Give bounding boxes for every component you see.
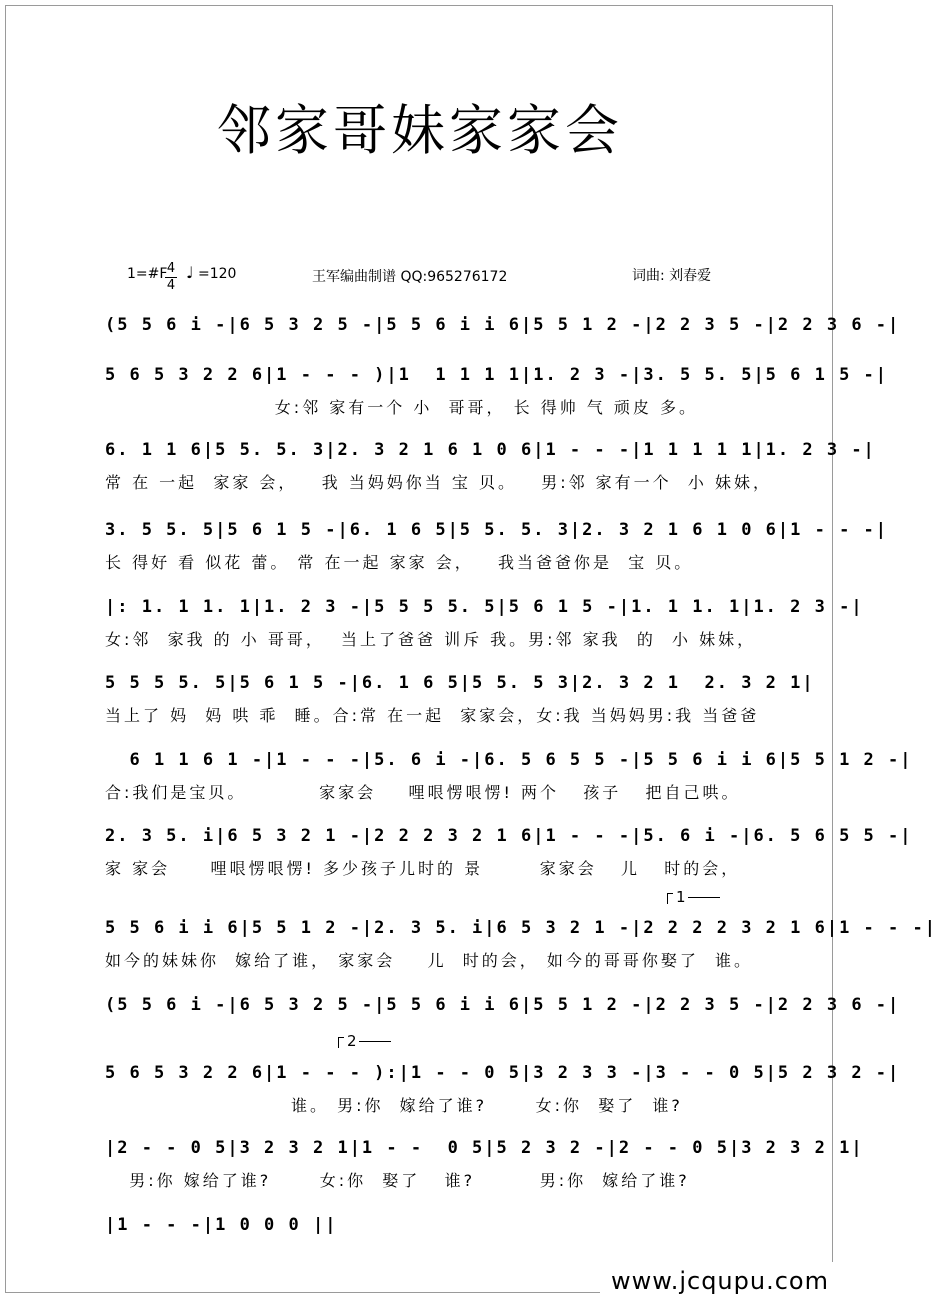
first-ending-mark: 1	[667, 888, 720, 906]
second-ending-mark: 2	[338, 1032, 391, 1050]
quarter-note-icon: ♩	[186, 263, 194, 282]
lyric-line-3: 常 在 一起 家家 会， 我 当妈妈你当 宝 贝。 男:邻 家有一个 小 妹妹，	[105, 473, 772, 492]
lyric-line-4: 长 得好 看 似花 蕾。 常 在一起 家家 会， 我当爸爸你是 宝 贝。	[105, 553, 694, 572]
score-line-10: (5 5 6 i -|6 5 3 2 5 -|5 5 6 i i 6|5 5 1 2 -|2 2 3 5 -|2 2 3 6 -|	[105, 995, 901, 1015]
arranger-info: 王军编曲制谱 QQ:965276172	[312, 269, 508, 285]
score-line-5: |: 1. 1 1. 1|1. 2 3 -|5 5 5 5. 5|5 6 1 5 -|1. 1 1. 1|1. 2 3 -|	[105, 597, 864, 617]
score-line-7: 6 1 1 6 1 -|1 - - -|5. 6 i -|6. 5 6 5 5 -|5 5 6 i i 6|5 5 1 2 -|	[105, 750, 913, 770]
time-signature-bottom: 4	[166, 278, 176, 293]
score-line-11: 5 6 5 3 2 2 6|1 - - - ):|1 - - 0 5|3 2 3 3 -|3 - - 0 5|5 2 3 2 -|	[105, 1063, 901, 1083]
score-line-4: 3. 5 5. 5|5 6 1 5 -|6. 1 6 5|5 5. 5. 3|2. 3 2 1 6 1 0 6|1 - - -|	[105, 520, 889, 540]
lyric-line-5: 女:邻 家我 的 小 哥哥， 当上了爸爸 训斥 我。男:邻 家我 的 小 妹妹，	[105, 630, 757, 649]
lyric-line-2: 女:邻 家有一个 小 哥哥， 长 得帅 气 顽皮 多。	[105, 398, 698, 417]
lyric-line-7: 合:我们是宝贝。 家家会 哩哏愣哏愣! 两个 孩子 把自己哄。	[105, 783, 741, 802]
lyric-line-6: 当上了 妈 妈 哄 乖 睡。合:常 在一起 家家会，女:我 当妈妈男:我 当爸爸	[105, 706, 760, 725]
lyric-line-9: 如今的妹妹你 嫁给了谁， 家家会 儿 时的会， 如今的哥哥你娶了 谁。	[105, 951, 754, 970]
lyric-line-11: 谁。 男:你 嫁给了谁? 女:你 娶了 谁?	[105, 1096, 683, 1115]
score-line-3: 6. 1 1 6|5 5. 5. 3|2. 3 2 1 6 1 0 6|1 - - -|1 1 1 1 1|1. 2 3 -|	[105, 440, 876, 460]
score-line-8: 2. 3 5. i|6 5 3 2 1 -|2 2 2 3 2 1 6|1 - - -|5. 6 i -|6. 5 6 5 5 -|	[105, 826, 913, 846]
tempo-marking: =120	[198, 266, 237, 282]
score-line-13: |1 - - -|1 0 0 0 ||	[105, 1215, 338, 1235]
score-line-1: (5 5 6 i -|6 5 3 2 5 -|5 5 6 i i 6|5 5 1 2 -|2 2 3 5 -|2 2 3 6 -|	[105, 315, 901, 335]
page-title: 邻家哥妹家家会	[217, 99, 623, 162]
score-line-12: |2 - - 0 5|3 2 3 2 1|1 - - 0 5|5 2 3 2 -|2 - - 0 5|3 2 3 2 1|	[105, 1138, 864, 1158]
score-line-9: 5 5 6 i i 6|5 5 1 2 -|2. 3 5. i|6 5 3 2 1 -|2 2 2 2 3 2 1 6|1 - - -|	[105, 918, 937, 938]
time-signature	[165, 262, 177, 293]
score-line-2: 5 6 5 3 2 2 6|1 - - - )|1 1 1 1 1|1. 2 3 -|3. 5 5. 5|5 6 1 5 -|	[105, 365, 889, 385]
key-signature: 1=#F	[127, 266, 168, 282]
lyrics-music-credit: 词曲: 刘春爱	[632, 268, 712, 284]
time-signature-top: 4	[166, 261, 176, 276]
score-line-6: 5 5 5 5. 5|5 6 1 5 -|6. 1 6 5|5 5. 5 3|2. 3 2 1 2. 3 2 1|	[105, 673, 815, 693]
lyric-line-12: 男:你 嫁给了谁? 女:你 娶了 谁? 男:你 嫁给了谁?	[105, 1171, 690, 1190]
site-watermark: www.jcqupu.com	[600, 1262, 840, 1300]
lyric-line-8: 家 家会 哩哏愣哏愣! 多少孩子儿时的 景 家家会 儿 时的会，	[105, 859, 741, 878]
